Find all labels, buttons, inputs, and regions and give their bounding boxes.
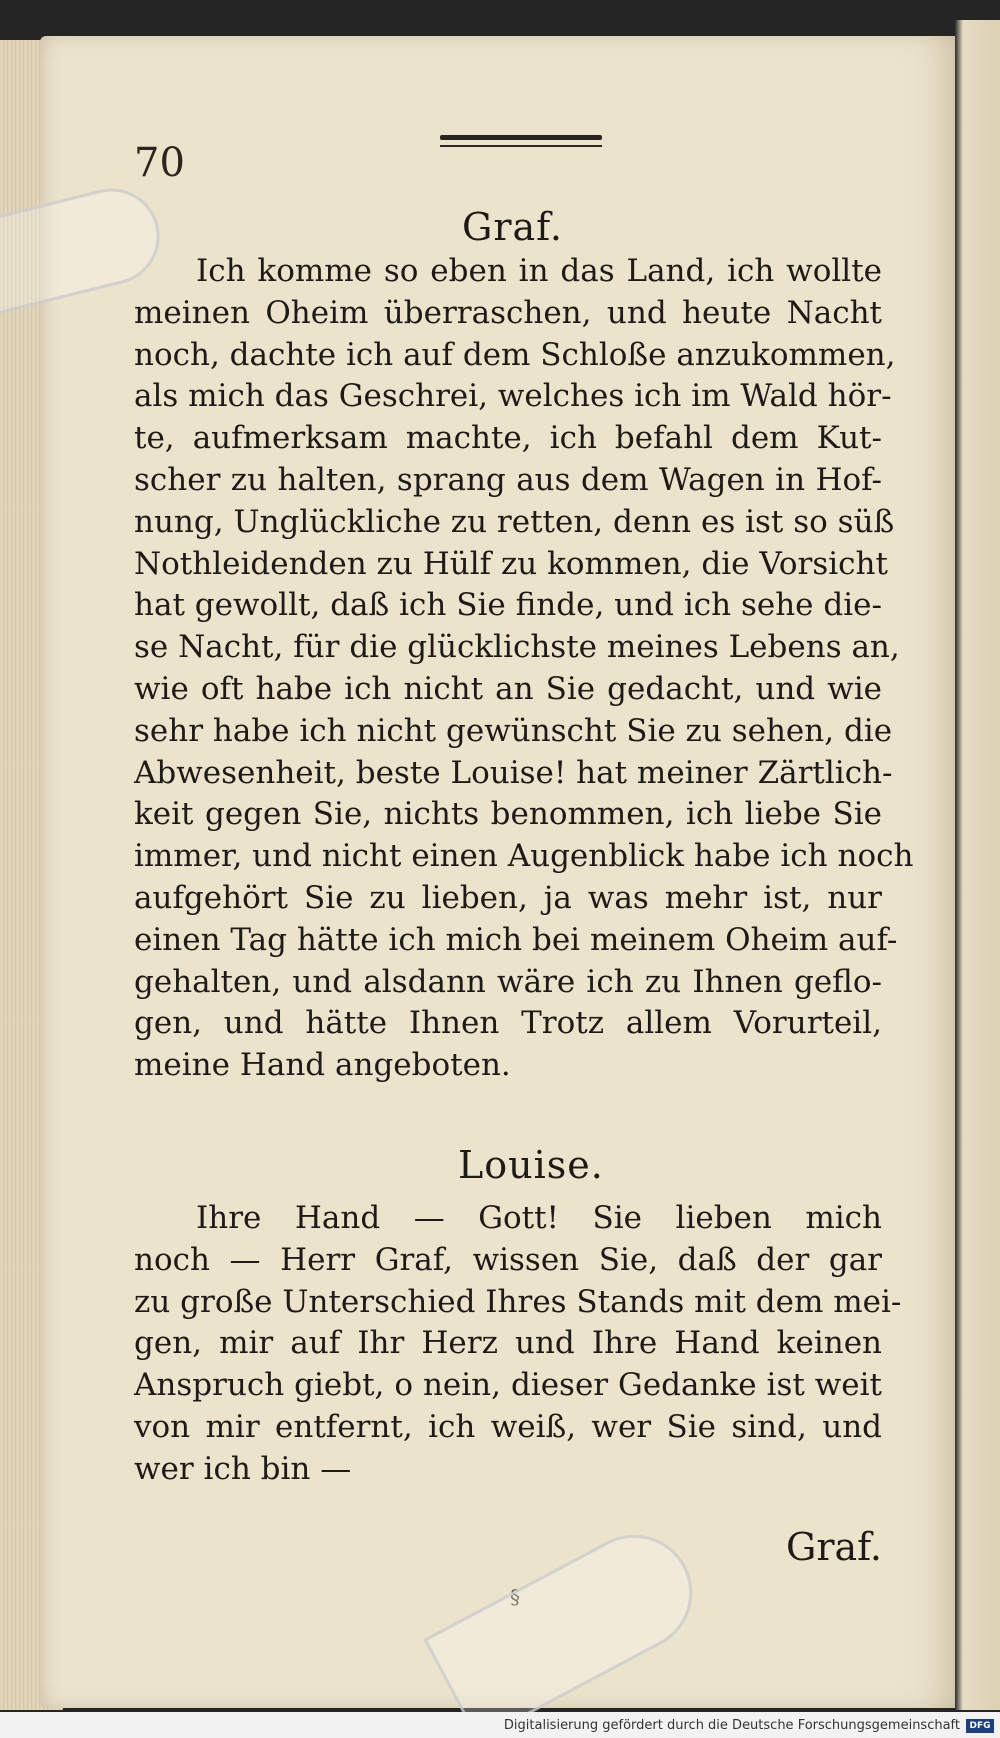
text-line: zu große Unterschied Ihres Stands mit dem mei- — [134, 1283, 902, 1320]
text-line: se Nacht, für die glücklichste meines Lebens an, — [134, 629, 900, 666]
text-line: Ich komme so eben in das Land, ich wollte — [196, 253, 882, 289]
catchword: Graf. — [786, 1525, 882, 1569]
speaker-heading-louise: Louise. — [458, 1143, 604, 1187]
text-line: Ihre Hand — Gott! Sie lieben mich — [196, 1200, 882, 1236]
text-line: immer, und nicht einen Augenblick habe ich noch — [134, 838, 914, 875]
footer-bar — [0, 1712, 1000, 1738]
text-line: einen Tag hätte ich mich bei meinem Oheim auf- — [134, 921, 898, 958]
text-line: Anspruch giebt, o nein, dieser Gedanke ist weit — [134, 1367, 882, 1404]
text-line: hat gewollt, daß ich Sie finde, und ich sehe die- — [134, 587, 882, 624]
text-line: keit gegen Sie, nichts benommen, ich liebe Sie — [134, 796, 882, 833]
footer-credit: Digitalisierung gefördert durch die Deutsche Forschungsgemeinschaft — [503, 1718, 960, 1733]
dfg-logo: DFG — [966, 1719, 994, 1733]
text-line: von mir entfernt, ich weiß, wer Sie sind, und — [134, 1408, 882, 1445]
speech-louise — [134, 1198, 902, 1491]
page-number: 70 — [134, 140, 185, 186]
text-line: scher zu halten, sprang aus dem Wagen in Hof- — [134, 461, 882, 498]
text-line: gen, und hätte Ihnen Trotz allem Vorurteil, — [134, 1005, 882, 1042]
speaker-heading-graf: Graf. — [462, 205, 563, 249]
text-line: meinen Oheim überraschen, und heute Nacht — [134, 294, 882, 331]
signature-mark: § — [510, 1585, 520, 1609]
text-line: Nothleidenden zu Hülf zu kommen, die Vorsicht — [134, 545, 888, 582]
text-line: wer ich bin — — [134, 1450, 352, 1487]
text-line: meine Hand angeboten. — [134, 1047, 511, 1084]
text-line: noch, dachte ich auf dem Schloße anzukommen, — [134, 336, 896, 373]
text-line: als mich das Geschrei, welches ich im Wald hör- — [134, 378, 892, 415]
text-line: aufgehört Sie zu lieben, ja was mehr ist, nur — [134, 879, 882, 916]
text-line: wie oft habe ich nicht an Sie gedacht, und wie — [134, 670, 882, 707]
speech-graf — [134, 251, 914, 1087]
text-line: Abwesenheit, beste Louise! hat meiner Zärtlich- — [134, 754, 893, 791]
text-line: te, aufmerksam machte, ich befahl dem Kut- — [134, 420, 882, 457]
text-line: noch — Herr Graf, wissen Sie, daß der gar — [134, 1241, 882, 1278]
text-line: gehalten, und alsdann wäre ich zu Ihnen geflo- — [134, 963, 882, 1000]
text-line: sehr habe ich nicht gewünscht Sie zu sehen, die — [134, 712, 893, 749]
header-rule — [440, 135, 602, 151]
text-line: gen, mir auf Ihr Herz und Ihre Hand keinen — [134, 1325, 882, 1362]
text-line: nung, Unglückliche zu retten, denn es ist so süß — [134, 503, 895, 540]
facing-page-edge — [955, 20, 1000, 1710]
